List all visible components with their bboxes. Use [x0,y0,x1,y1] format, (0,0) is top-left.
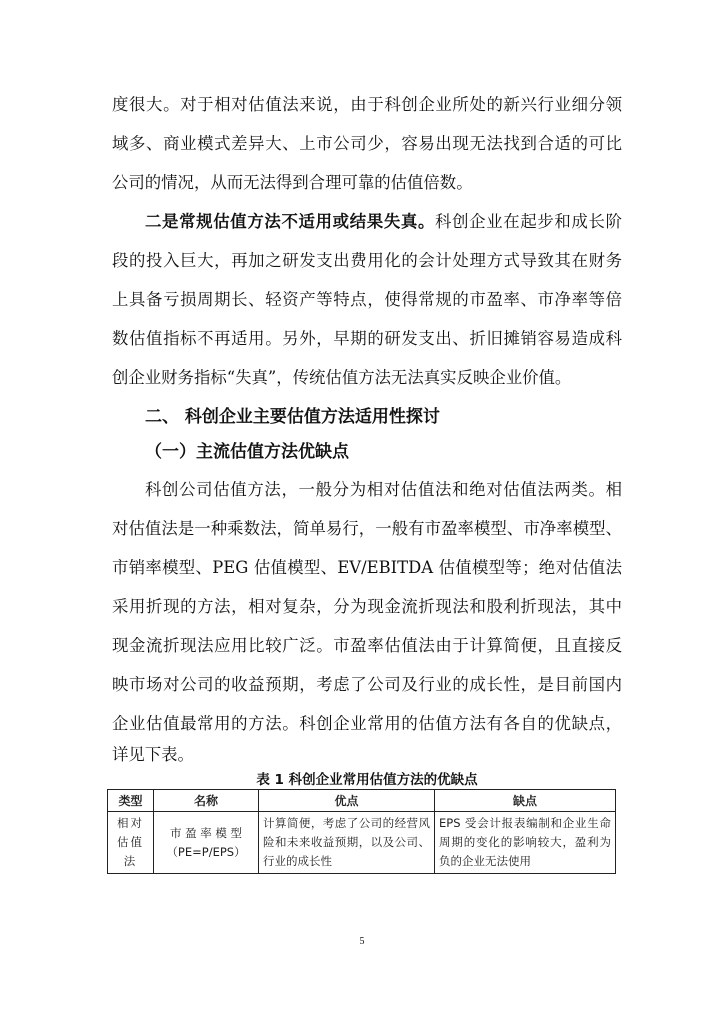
paragraph-1-line-2: 域多、商业模式差异大、上市公司少，容易出现无法找到合适的可比 [112,134,622,153]
cell-cons: EPS 受会计报表编制和企业生命周期的变化的影响较大，盈利为负的企业无法使用 [435,812,616,874]
paragraph-3-line-3: 市销率模型、PEG 估值模型、EV/EBITDA 估值模型等；绝对估值法 [112,558,622,577]
paragraph-3-line-6: 映市场对公司的收益预期，考虑了公司及行业的成长性，是目前国内 [112,675,622,694]
header-cons: 缺点 [435,790,616,812]
paragraph-3-line-2: 对估值法是一种乘数法，简单易行，一般有市盈率模型、市净率模型、 [112,519,622,538]
paragraph-3-line-8: 详见下表。 [112,745,194,764]
cell-name: 市 盈 率 模 型（PE=P/EPS） [154,812,259,874]
page-number: 5 [359,936,365,947]
header-pros: 优点 [259,790,435,812]
paragraph-2-line-4: 数估值指标不再适用。另外，早期的研发支出、折旧摊销容易造成科 [112,329,622,348]
paragraph-2-line-1 [145,211,622,233]
paragraph-2-bold-lead: 二是常规估值方法不适用或结果失真。 [145,212,436,231]
paragraph-2-line-1-rest: 科创企业在起步和成长阶 [435,212,623,231]
table-header-row [108,790,616,812]
paragraph-3-line-1: 科创公司估值方法，一般分为相对估值法和绝对估值法两类。相 [145,480,622,499]
paragraph-2-line-5: 创企业财务指标“失真”，传统估值方法无法真实反映企业价值。 [112,368,572,387]
cell-pros: 计算简便，考虑了公司的经营风险和未来收益预期，以及公司、行业的成长性 [259,812,435,874]
paragraph-1-line-3: 公司的情况，从而无法得到合理可靠的估值倍数。 [112,173,473,192]
subsection-heading: （一）主流估值方法优缺点 [145,442,349,462]
section-heading: 二、 科创企业主要估值方法适用性探讨 [145,407,440,427]
paragraph-3-line-7: 企业估值最常用的方法。科创企业常用的估值方法有各自的优缺点， [112,714,622,733]
table-caption: 表 1 科创企业常用估值方法的优缺点 [256,772,478,788]
paragraph-2-line-2: 段的投入巨大，再加之研发支出费用化的会计处理方式导致其在财务 [112,251,622,270]
paragraph-3-line-5: 现金流折现法应用比较广泛。市盈率估值法由于计算简便，且直接反 [112,636,622,655]
header-type: 类型 [108,790,154,812]
paragraph-3-line-4: 采用折现的方法，相对复杂，分为现金流折现法和股利折现法，其中 [112,597,622,616]
valuation-methods-table [107,789,616,874]
paragraph-1-line-1: 度很大。对于相对估值法来说，由于科创企业所处的新兴行业细分领 [112,95,622,114]
table-row [108,812,616,874]
header-name: 名称 [154,790,259,812]
paragraph-2-line-3: 上具备亏损周期长、轻资产等特点，使得常规的市盈率、市净率等倍 [112,290,622,309]
cell-type: 相对估值法 [108,812,154,874]
